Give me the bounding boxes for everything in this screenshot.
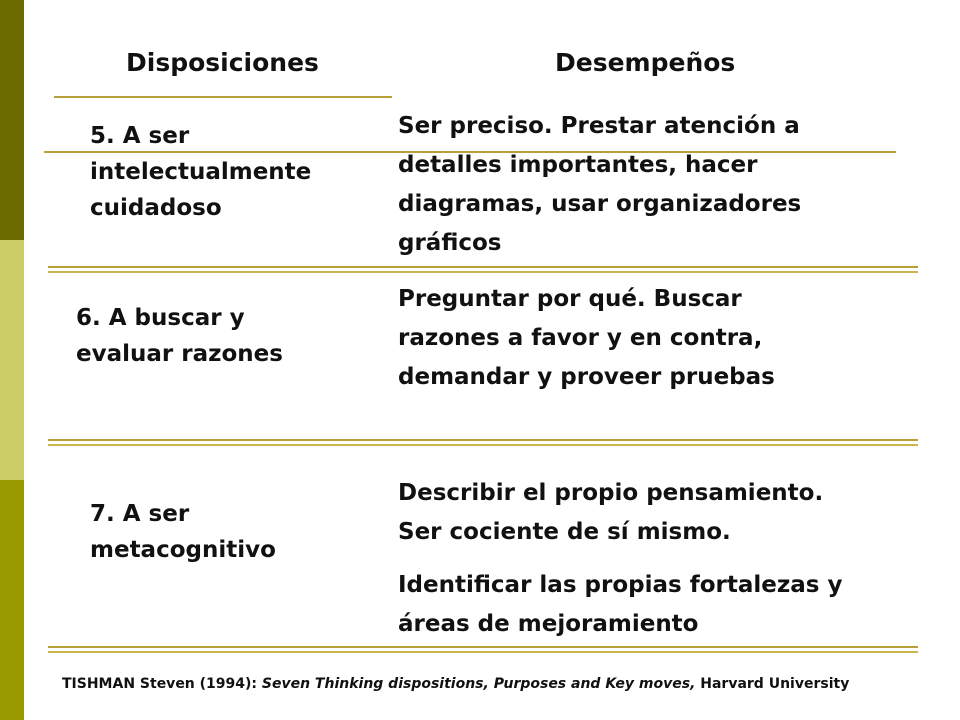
performance-line: detalles importantes, hacer — [398, 152, 758, 178]
performance-line: áreas de mejoramiento — [398, 611, 699, 637]
header-performances: Desempeños — [555, 48, 736, 77]
performance-line: gráficos — [398, 230, 502, 256]
performance-line: Identificar las propias fortalezas y — [398, 572, 843, 598]
disposition-7 — [90, 496, 276, 568]
disposition-line: intelectualmente — [90, 159, 312, 185]
side-bar-bottom — [0, 480, 24, 720]
header-dispositions: Disposiciones — [126, 48, 319, 77]
performance-line: Ser cociente de sí mismo. — [398, 519, 731, 545]
disposition-line: 5. A ser — [90, 123, 190, 149]
performance-line: razones a favor y en contra, — [398, 325, 763, 351]
disposition-line: 7. A ser — [90, 501, 190, 527]
citation — [62, 676, 849, 692]
disposition-line: 6. A buscar y — [76, 305, 245, 331]
performance-7-extra — [398, 566, 842, 644]
performance-line: diagramas, usar organizadores — [398, 191, 802, 217]
performance-line: demandar y proveer pruebas — [398, 364, 775, 390]
performance-5 — [398, 107, 801, 263]
disposition-line: cuidadoso — [90, 195, 222, 221]
citation-author: TISHMAN Steven (1994): — [62, 676, 262, 692]
performance-line: Preguntar por qué. Buscar — [398, 286, 742, 312]
performance-line: Describir el propio pensamiento. — [398, 480, 824, 506]
side-bar-middle — [0, 240, 24, 480]
performance-7 — [398, 474, 823, 552]
divider-rule — [48, 646, 918, 648]
performance-6 — [398, 280, 775, 397]
disposition-5 — [90, 118, 311, 226]
disposition-6 — [76, 300, 283, 372]
divider-rule — [48, 439, 918, 441]
citation-publisher: Harvard University — [695, 676, 850, 692]
divider-rule — [54, 96, 392, 98]
performance-line: Ser preciso. Prestar atención a — [398, 113, 800, 139]
divider-rule — [48, 266, 918, 268]
citation-title: Seven Thinking dispositions, Purposes and Key moves, — [261, 676, 696, 692]
disposition-line: evaluar razones — [76, 341, 283, 367]
side-bar-top — [0, 0, 24, 240]
disposition-line: metacognitivo — [90, 537, 276, 563]
